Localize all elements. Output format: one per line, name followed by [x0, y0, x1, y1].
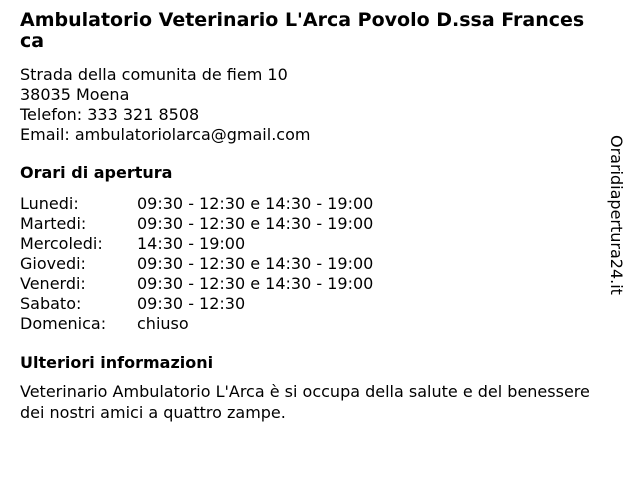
day-label: Lunedi:: [20, 194, 79, 213]
site-watermark: Oraridiapertura24.it: [607, 135, 626, 295]
hours-row-monday: [20, 194, 590, 214]
time-value: 14:30 - 19:00: [137, 234, 246, 253]
street-address: Strada della comunita de fiem 10: [20, 65, 288, 84]
email-address: Email: ambulatoriolarca@gmail.com: [20, 125, 311, 144]
hours-row-tuesday: [20, 214, 590, 234]
time-value: 09:30 - 12:30 e 14:30 - 19:00: [137, 214, 374, 233]
hours-row-sunday: [20, 314, 590, 334]
phone-number: Telefon: 333 321 8508: [20, 105, 200, 124]
hours-row-friday: [20, 274, 590, 294]
hours-row-saturday: [20, 294, 590, 314]
day-label: Venerdi:: [20, 274, 86, 293]
day-label: Giovedi:: [20, 254, 86, 273]
business-name: Ambulatorio Veterinario L'Arca Povolo D.ssa Francesca: [20, 9, 585, 52]
info-heading: Ulteriori informazioni: [20, 353, 214, 372]
hours-row-thursday: [20, 254, 590, 274]
postal-city: 38035 Moena: [20, 85, 130, 104]
time-value: 09:30 - 12:30 e 14:30 - 19:00: [137, 254, 374, 273]
hours-heading: Orari di apertura: [20, 163, 173, 182]
hours-row-wednesday: [20, 234, 590, 254]
time-value: 09:30 - 12:30: [137, 294, 246, 313]
time-value: 09:30 - 12:30 e 14:30 - 19:00: [137, 194, 374, 213]
opening-hours-list: [20, 194, 590, 334]
time-value: 09:30 - 12:30 e 14:30 - 19:00: [137, 274, 374, 293]
business-card: [20, 10, 590, 423]
day-label: Sabato:: [20, 294, 82, 313]
contact-block: [20, 65, 590, 145]
info-description: Veterinario Ambulatorio L'Arca è si occupa della salute e del benessere dei nostri amici a quattro zampe.: [20, 382, 590, 422]
day-label: Domenica:: [20, 314, 107, 333]
day-label: Mercoledi:: [20, 234, 103, 253]
time-value: chiuso: [137, 314, 189, 333]
day-label: Martedi:: [20, 214, 87, 233]
